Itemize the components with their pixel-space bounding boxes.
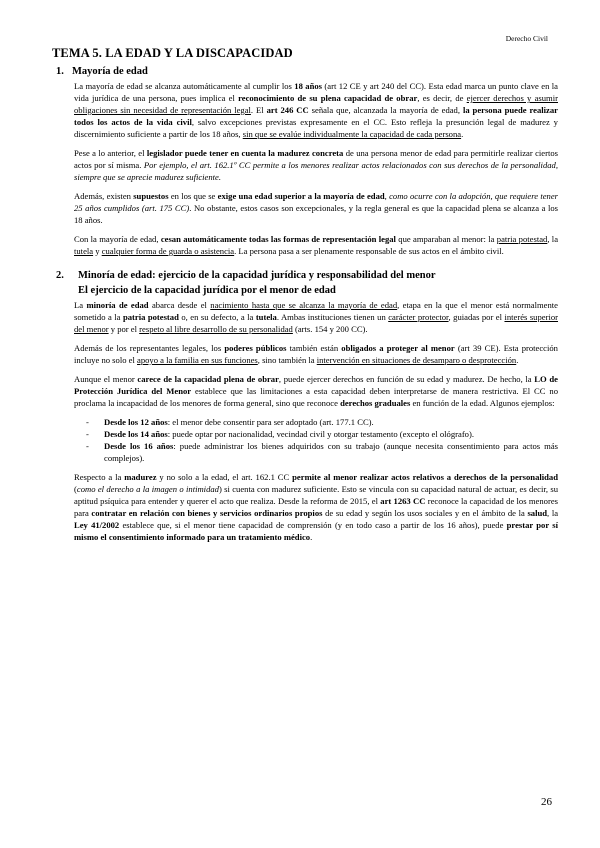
- paragraph-1-2: Pese a lo anterior, el legislador puede tener en cuenta la madurez concreta de una persona menor de edad para permitirle realizar ciertos actos por sí misma. Por ejemplo, el art. 162.1º CC permite a los menores realizar actos relacionados con sus derechos de la personalidad, siempre que se aprecie madurez suficiente.: [74, 148, 558, 182]
- document-page: [52, 46, 558, 550]
- paragraph-1-4: Con la mayoría de edad, cesan automáticamente todas las formas de representación legal que amparaban al menor: la patria potestad, la tutela y cualquier forma de guarda o asistencia. La persona pasa a ser plenamente responsable de sus actos en el ámbito civil.: [74, 234, 559, 256]
- header-subject: Derecho Civil: [505, 34, 548, 43]
- paragraph-2-2: Además de los representantes legales, los poderes públicos también están obligados a proteger al menor (art 39 CE). Esta protección incluye no solo el apoyo a la familia en sus funciones, sino también la intervención en situaciones de desamparo o desprotección.: [74, 343, 558, 365]
- section-2-subtitle: El ejercicio de la capacidad jurídica por el menor de edad: [78, 285, 336, 296]
- paragraph-1-1: La mayoría de edad se alcanza automáticamente al cumplir los 18 años (art 12 CE y art 240 del CC). Esta edad marca un punto clave en la vida jurídica de una persona, pues implica el reconocimiento de su plena capacidad de obrar, es decir, de ejercer derechos y asumir obligaciones sin necesidad de representación legal. El art 246 CC señala que, alcanzada la mayoría de edad, la persona puede realizar todos los actos de la vida civil, salvo excepciones previstas expresamente en el CC. Esto refleja la presunción legal de madurez y discernimiento suficiente a partir de los 18 años, sin que se evalúe individualmente la capacidad de cada persona.: [74, 81, 559, 139]
- list-item: - Desde los 12 años: el menor debe consentir para ser adoptado (art. 177.1 CC).: [86, 416, 558, 428]
- section-2-number: 2.: [56, 270, 64, 281]
- section-2-title: Minoría de edad: ejercicio de la capacidad jurídica y responsabilidad del menor: [78, 270, 436, 281]
- chapter-title: TEMA 5. LA EDAD Y LA DISCAPACIDAD: [52, 46, 293, 60]
- list-item: - Desde los 14 años: puede optar por nacionalidad, vecindad civil y otorgar testamento (excepto el ológrafo).: [86, 428, 558, 440]
- paragraph-2-4: Respecto a la madurez y no solo a la edad, el art. 162.1 CC permite al menor realizar actos relativos a derechos de la personalidad (como el derecho a la imagen o intimidad) si cuenta con madurez suficiente. Esto se vincula con su capacidad natural de actuar, es decir, su aptitud psíquica para entender y querer el acto que realiza. Desde la reforma de 2015, el art 1263 CC reconoce la capacidad de los menores para contratar en relación con bienes y servicios ordinarios propios de su edad y según los usos sociales y en el ámbito de la salud, la Ley 41/2002 establece que, si el menor tiene capacidad de comprensión (y en todo caso a partir de los 16 años), puede prestar por sí mismo el consentimiento informado para un tratamiento médico.: [74, 472, 559, 542]
- age-examples-list: [86, 416, 558, 464]
- section-1-title: Mayoría de edad: [72, 66, 148, 77]
- paragraph-2-3: Aunque el menor carece de la capacidad plena de obrar, puede ejercer derechos en función de su edad y madurez. De hecho, la LO de Protección Jurídica del Menor establece que las limitaciones a esta capacidad deben interpretarse de manera restrictiva. El CC no proclama la incapacidad de los menores de forma general, sino que reconoce derechos graduales en función de la edad. Algunos ejemplos:: [74, 374, 558, 408]
- list-item: - Desde los 16 años: puede administrar los bienes adquiridos con su trabajo (aunque necesita consentimiento para actos más complejos).: [86, 440, 558, 464]
- page-number: 26: [541, 796, 552, 808]
- section-1-number: 1.: [56, 66, 64, 77]
- section-2-heading: [56, 269, 558, 282]
- section-1-heading: [56, 65, 558, 78]
- paragraph-2-1: La minoría de edad abarca desde el nacimiento hasta que se alcanza la mayoría de edad, etapa en la que el menor está normalmente sometido a la patria potestad o, en su defecto, a la tutela. Ambas instituciones tienen un carácter protector, guiadas por el interés superior del menor y por el respeto al libre desarrollo de su personalidad (arts. 154 y 200 CC).: [74, 300, 559, 334]
- paragraph-1-3: Además, existen supuestos en los que se exige una edad superior a la mayoría de edad, como ocurre con la adopción, que requiere tener 25 años cumplidos (art. 175 CC). No obstante, estos casos son excepcionales, y la regla general es que la capacidad plena se alcanza a los 18 años.: [74, 191, 559, 225]
